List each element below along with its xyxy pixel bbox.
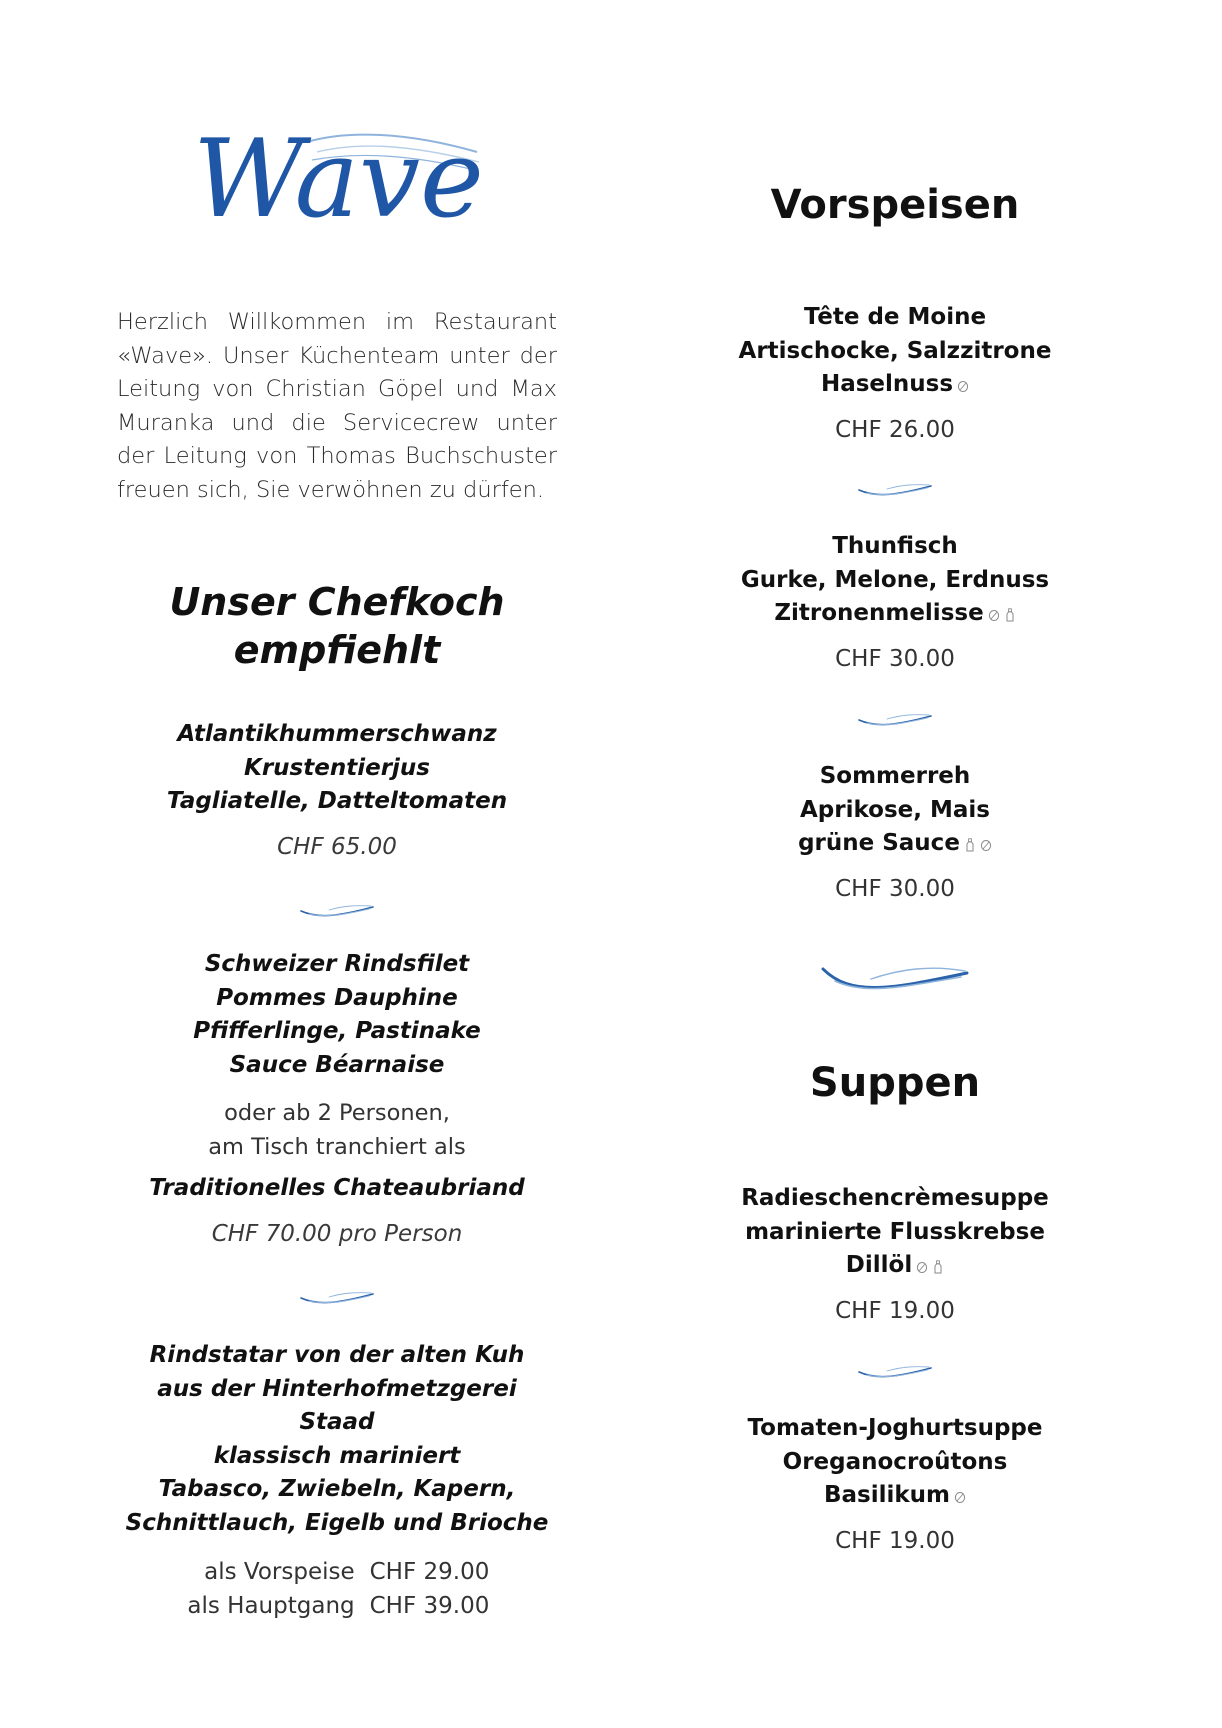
wave-divider-icon: [857, 713, 933, 729]
dish-note: am Tisch tranchiert als: [208, 1133, 466, 1160]
dish-line: Tête de Moine: [803, 304, 987, 330]
leaf-icon: [916, 1260, 928, 1274]
dish-line: Tabasco, Zwiebeln, Kapern,: [158, 1476, 516, 1502]
leaf-icon: [980, 838, 992, 852]
welcome-text: Herzlich Willkommen im Restaurant «Wave». Unser Küchenteam unter der Leitung von Christian Göpel und Max Muranka und die Servicecrew unter der Leitung von Thomas Buchschuster freuen sich, Sie verwöhnen zu dürfen.: [117, 309, 557, 503]
wave-section-icon: [821, 963, 969, 997]
vorspeise-item-2: [720, 530, 1070, 672]
dish-line: Pfifferlinge, Pastinake: [193, 1018, 481, 1044]
chef-dish-2: [117, 948, 557, 1247]
dish-line: Oreganocroûtons: [782, 1448, 1008, 1475]
vorspeise-item-3: [720, 760, 1070, 902]
dish-line: Aprikose, Mais: [800, 796, 990, 823]
dish-line: Sommerreh: [819, 763, 971, 789]
dish-price: CHF 65.00: [277, 833, 397, 860]
svg-text:Wave: Wave: [193, 117, 484, 242]
dish-line: Krustentierjus: [244, 754, 430, 781]
dish-line: Schweizer Rindsfilet: [204, 951, 470, 977]
dish-line: klassisch mariniert: [213, 1442, 461, 1469]
dish-price: CHF 30.00: [835, 645, 955, 672]
wave-divider-icon: [857, 483, 933, 499]
vorspeise-item-1: [720, 301, 1070, 443]
wave-divider-icon: [857, 1365, 933, 1381]
dish-note: oder ab 2 Personen,: [224, 1100, 450, 1126]
price-row: [185, 1555, 490, 1623]
dish-line: Haselnuss: [720, 368, 1070, 402]
suppen-title: Suppen: [809, 1060, 981, 1106]
price-label: als Vorspeise: [204, 1559, 355, 1585]
chef-dish-1: [117, 718, 557, 860]
dish-line: Thunfisch: [832, 533, 958, 559]
dish-line: grüne Sauce: [720, 827, 1070, 861]
bottle-icon: [1004, 608, 1016, 622]
bottle-icon: [932, 1260, 944, 1274]
wave-divider-icon: [299, 1291, 375, 1307]
dish-line: Rindstatar von der alten Kuh: [149, 1342, 525, 1368]
dish-line: Atlantikhummerschwanz: [177, 721, 497, 747]
dish-line: aus der Hinterhofmetzgerei Staad: [157, 1375, 517, 1435]
dish-line: Dillöl: [720, 1249, 1070, 1283]
dish-line: Zitronenmelisse: [720, 597, 1070, 631]
dish-line: Schnittlauch, Eigelb und Brioche: [125, 1509, 549, 1536]
wave-divider: [720, 713, 1070, 729]
wave-divider-icon: [299, 904, 375, 920]
dish-alternative: Traditionelles Chateaubriand: [149, 1175, 525, 1201]
dish-line: Radieschencrèmesuppe: [741, 1185, 1049, 1211]
dish-line: Basilikum: [720, 1479, 1070, 1513]
leaf-icon: [957, 379, 969, 393]
price-label: als Hauptgang: [187, 1593, 355, 1619]
dish-line: Tomaten-Joghurtsuppe: [747, 1415, 1043, 1441]
dish-price: CHF 19.00: [835, 1297, 955, 1324]
dish-price-list: [117, 1555, 557, 1623]
dish-price: CHF 19.00: [835, 1527, 955, 1554]
chef-dish-3: [117, 1339, 557, 1623]
suppe-item-1: [720, 1182, 1070, 1324]
suppe-item-2: [720, 1412, 1070, 1554]
wave-section-divider: [720, 963, 1070, 997]
leaf-icon: [954, 1490, 966, 1504]
price-value: CHF 39.00: [369, 1593, 490, 1619]
dish-price: CHF 26.00: [835, 416, 955, 443]
chef-recommendation-title: Unser Chefkoch empfiehlt: [169, 580, 505, 672]
dish-line: marinierte Flusskrebse: [745, 1218, 1045, 1245]
bottle-icon: [964, 838, 976, 852]
dish-line: Gurke, Melone, Erdnuss: [740, 566, 1050, 593]
wave-divider: [117, 1291, 557, 1307]
leaf-icon: [988, 608, 1000, 622]
wave-divider: [117, 904, 557, 920]
wave-divider: [720, 483, 1070, 499]
dish-line: Sauce Béarnaise: [229, 1051, 445, 1078]
dish-line: Pommes Dauphine: [216, 984, 458, 1011]
dish-line: Tagliatelle, Datteltomaten: [166, 788, 508, 814]
wave-logo: [187, 108, 497, 248]
dish-price: CHF 70.00 pro Person: [211, 1220, 463, 1247]
vorspeisen-title: Vorspeisen: [770, 182, 1020, 228]
dish-line: Artischocke, Salzzitrone: [738, 337, 1052, 364]
dish-price: CHF 30.00: [835, 875, 955, 902]
wave-divider: [720, 1365, 1070, 1381]
price-value: CHF 29.00: [369, 1559, 490, 1585]
